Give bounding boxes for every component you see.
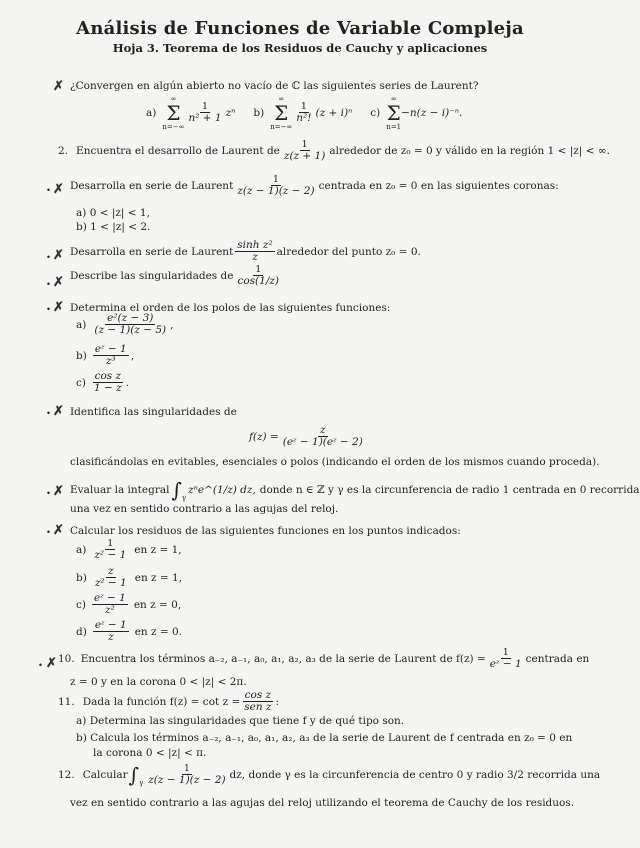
exercise-12-fraction: $\frac{1}{z(z - 1)(z - 2)}$ (148, 763, 226, 786)
exercise-6a-fraction: $\frac{\text{e²(z − 3)}}{(z - 1)(z - 5)}$ (94, 312, 167, 337)
exercise-number: 11. (58, 695, 75, 708)
handwritten-check-mark: ✗ (53, 275, 64, 290)
exercise-7-fraction: $\frac{z}{\text{(eᶻ − 1)(eᶻ − 2)}}$ (282, 424, 363, 449)
exercise-1-intro: ¿Convergen en algún abierto no vacío de ℂ las siguientes series de Laurent? (70, 80, 479, 92)
exercise-3a: a) 0 < |z| < 1, (76, 207, 150, 219)
bullet-dot: • (46, 528, 52, 538)
bullet-dot: • (46, 305, 52, 315)
exercise-number: 12. (58, 769, 75, 781)
exercise-6c: c) $\frac{\text{cos z}}{1 - z}$ . (76, 370, 130, 395)
exercise-9b-fraction: $\frac{z}{\text{z² − 1}}$ (94, 565, 127, 590)
exercise-11b: b) Calcula los términos a₋₂, a₋₁, a₀, a₁, a₂, a₃ de la serie de Laurent de f centrada en z₀ = 0 en (76, 732, 573, 744)
exercise-12: 12. Calcular ∫ γ $\frac{1}{z(z - 1)(z - 2)}$ dz, donde γ es la circunferencia de centro 0 y radio 3/2 recorrida una (58, 763, 601, 787)
exercise-9c: c) $\frac{\text{eᶻ − 1}}{\text{z²}}$ en z = 0, (76, 592, 182, 617)
exercise-6c-fraction: $\frac{\text{cos z}}{1 - z}$ (93, 370, 122, 395)
handwritten-check-mark: ✗ (53, 79, 64, 94)
sigma-icon: Σ (274, 101, 289, 125)
exercise-2: 2. Encuentra el desarrollo de Laurent de $\frac{1}{z(z + 1)}$ alrededor de z₀ = 0 y válido en la región 1 < |z| < ∞. (58, 139, 610, 162)
exercise-3b: b) 1 < |z| < 2. (76, 221, 151, 233)
bullet-dot: • (46, 409, 52, 419)
handwritten-check-mark: ✗ (53, 404, 64, 419)
exercise-1-series: a) ∞ Σ n=−∞ $\frac{1}{\text{n² + 1}}$ zⁿ b) ∞ Σ n=−∞ $\frac{1}{\text{n²!}}$ (z + i)ⁿ c) ∞ Σ n=1 −n(z − i)⁻ⁿ. (146, 95, 463, 131)
exercise-1c-label: c) (370, 107, 381, 119)
exercise-9d-fraction: $\frac{\text{eᶻ − 1}}{z}$ (94, 619, 127, 644)
exercise-9-intro: Calcular los residuos de las siguientes funciones en los puntos indicados: (70, 525, 461, 537)
exercise-2-fraction: $\frac{1}{z(z + 1)}$ (283, 139, 326, 162)
exercise-9c-fraction: $\frac{\text{eᶻ − 1}}{\text{z²}}$ (93, 592, 126, 617)
exercise-9d: d) $\frac{\text{eᶻ − 1}}{z}$ en z = 0. (76, 619, 183, 644)
exercise-7-intro: Identifica las singularidades de (70, 406, 237, 418)
exercise-1a-sum: ∞ Σ n=−∞ (162, 95, 185, 131)
exercise-number: 10. (58, 652, 75, 665)
exercise-11-fraction: $\frac{\text{cos z}}{\text{sen z}}$ (244, 689, 272, 714)
exercise-1b-fraction: $\frac{1}{\text{n²!}}$ (296, 101, 312, 124)
handwritten-check-mark: ✗ (53, 300, 64, 315)
bullet-dot: • (46, 489, 52, 499)
handwritten-check-mark: ✗ (46, 656, 57, 671)
exercise-9a-fraction: $\frac{1}{\text{z² − 1}}$ (94, 538, 127, 561)
exercise-1b-sum: ∞ Σ n=−∞ (270, 95, 293, 131)
exercise-1a-label: a) (146, 107, 157, 119)
page-title: Análisis de Funciones de Variable Compleja (76, 18, 524, 39)
exercise-1b-label: b) (253, 107, 265, 119)
exercise-11a: a) Determina las singularidades que tiene f y de qué tipo son. (76, 715, 405, 727)
exercise-4: Desarrolla en serie de Laurent $\frac{\text{sinh z²}}{z}$ alrededor del punto z₀ = 0. (70, 239, 421, 264)
exercise-8: Evaluar la integral ∫ γ zⁿe^(1/z) dz, donde n ∈ ℤ y γ es la circunferencia de radio 1 centrada en 0 recorrida (70, 478, 640, 502)
exercise-6b-fraction: $\frac{\text{eᶻ − 1}}{\text{z³}}$ (94, 343, 127, 368)
bullet-dot: • (38, 661, 44, 671)
exercise-5-fraction: $\frac{1}{\cos(1/z)}$ (237, 264, 280, 287)
exercise-4-fraction: $\frac{\text{sinh z²}}{z}$ (237, 239, 273, 264)
exercise-5: Describe las singularidades de $\frac{1}{\cos(1/z)}$ (70, 264, 280, 287)
exercise-6b: b) $\frac{\text{eᶻ − 1}}{\text{z³}}$ , (76, 343, 135, 368)
bullet-dot: • (46, 253, 52, 263)
exercise-3: Desarrolla en serie de Laurent $\frac{1}{z(z - 1)(z - 2)}$ centrada en z₀ = 0 en las siguientes coronas: (70, 174, 559, 197)
exercise-3-fraction: $\frac{1}{z(z - 1)(z - 2)}$ (237, 174, 315, 197)
exercise-11b-line2: la corona 0 < |z| < π. (93, 747, 207, 759)
handwritten-check-mark: ✗ (53, 182, 64, 197)
page-subtitle: Hoja 3. Teorema de los Residuos de Cauchy y aplicaciones (112, 41, 488, 55)
sigma-icon: Σ (386, 101, 401, 125)
integral-icon: ∫ γ (171, 478, 187, 502)
handwritten-check-mark: ✗ (53, 484, 64, 499)
integral-icon: ∫ γ (128, 763, 144, 787)
exercise-1c-sum: ∞ Σ n=1 (386, 95, 402, 131)
exercise-10-fraction: $\frac{1}{\text{eᶻ − 1}}$ (489, 647, 522, 670)
exercise-7-function: f(z) = $\frac{z}{\text{(eᶻ − 1)(eᶻ − 2)}}$ (249, 424, 363, 449)
exercise-number: 2. (58, 144, 69, 157)
exercise-12-line2: vez en sentido contrario a las agujas del reloj utilizando el teorema de Cauchy de los residuos. (70, 797, 575, 809)
exercise-6a: a) $\frac{\text{e²(z − 3)}}{(z - 1)(z - 5)}$ , (76, 312, 174, 337)
bullet-dot: • (46, 280, 52, 290)
exercise-9b: b) $\frac{z}{\text{z² − 1}}$ en z = 1, (76, 565, 183, 590)
exercise-9a: a) $\frac{1}{\text{z² − 1}}$ en z = 1, (76, 538, 182, 561)
exercise-6-intro: Determina el orden de los polos de las siguientes funciones: (70, 302, 391, 314)
exercise-11: 11. Dada la función f(z) = cot z = $\frac{\text{cos z}}{\text{sen z}}$ : (58, 689, 280, 714)
exercise-1a-fraction: $\frac{1}{\text{n² + 1}}$ (188, 101, 222, 124)
exercise-8-line2: una vez en sentido contrario a las agujas del reloj. (70, 503, 339, 515)
handwritten-check-mark: ✗ (53, 523, 64, 538)
exercise-10: 10. Encuentra los términos a₋₂, a₋₁, a₀, a₁, a₂, a₃ de la serie de Laurent de f(z) = $\frac{1}{\text{eᶻ − 1}}$ centrada en (58, 647, 590, 670)
exercise-10-line2: z = 0 y en la corona 0 < |z| < 2π. (70, 676, 247, 688)
bullet-dot: • (46, 186, 52, 196)
handwritten-check-mark: ✗ (53, 248, 64, 263)
exercise-7-outro: clasificándolas en evitables, esenciales o polos (indicando el orden de los mismos cuando proceda). (70, 456, 600, 468)
sigma-icon: Σ (166, 101, 181, 125)
